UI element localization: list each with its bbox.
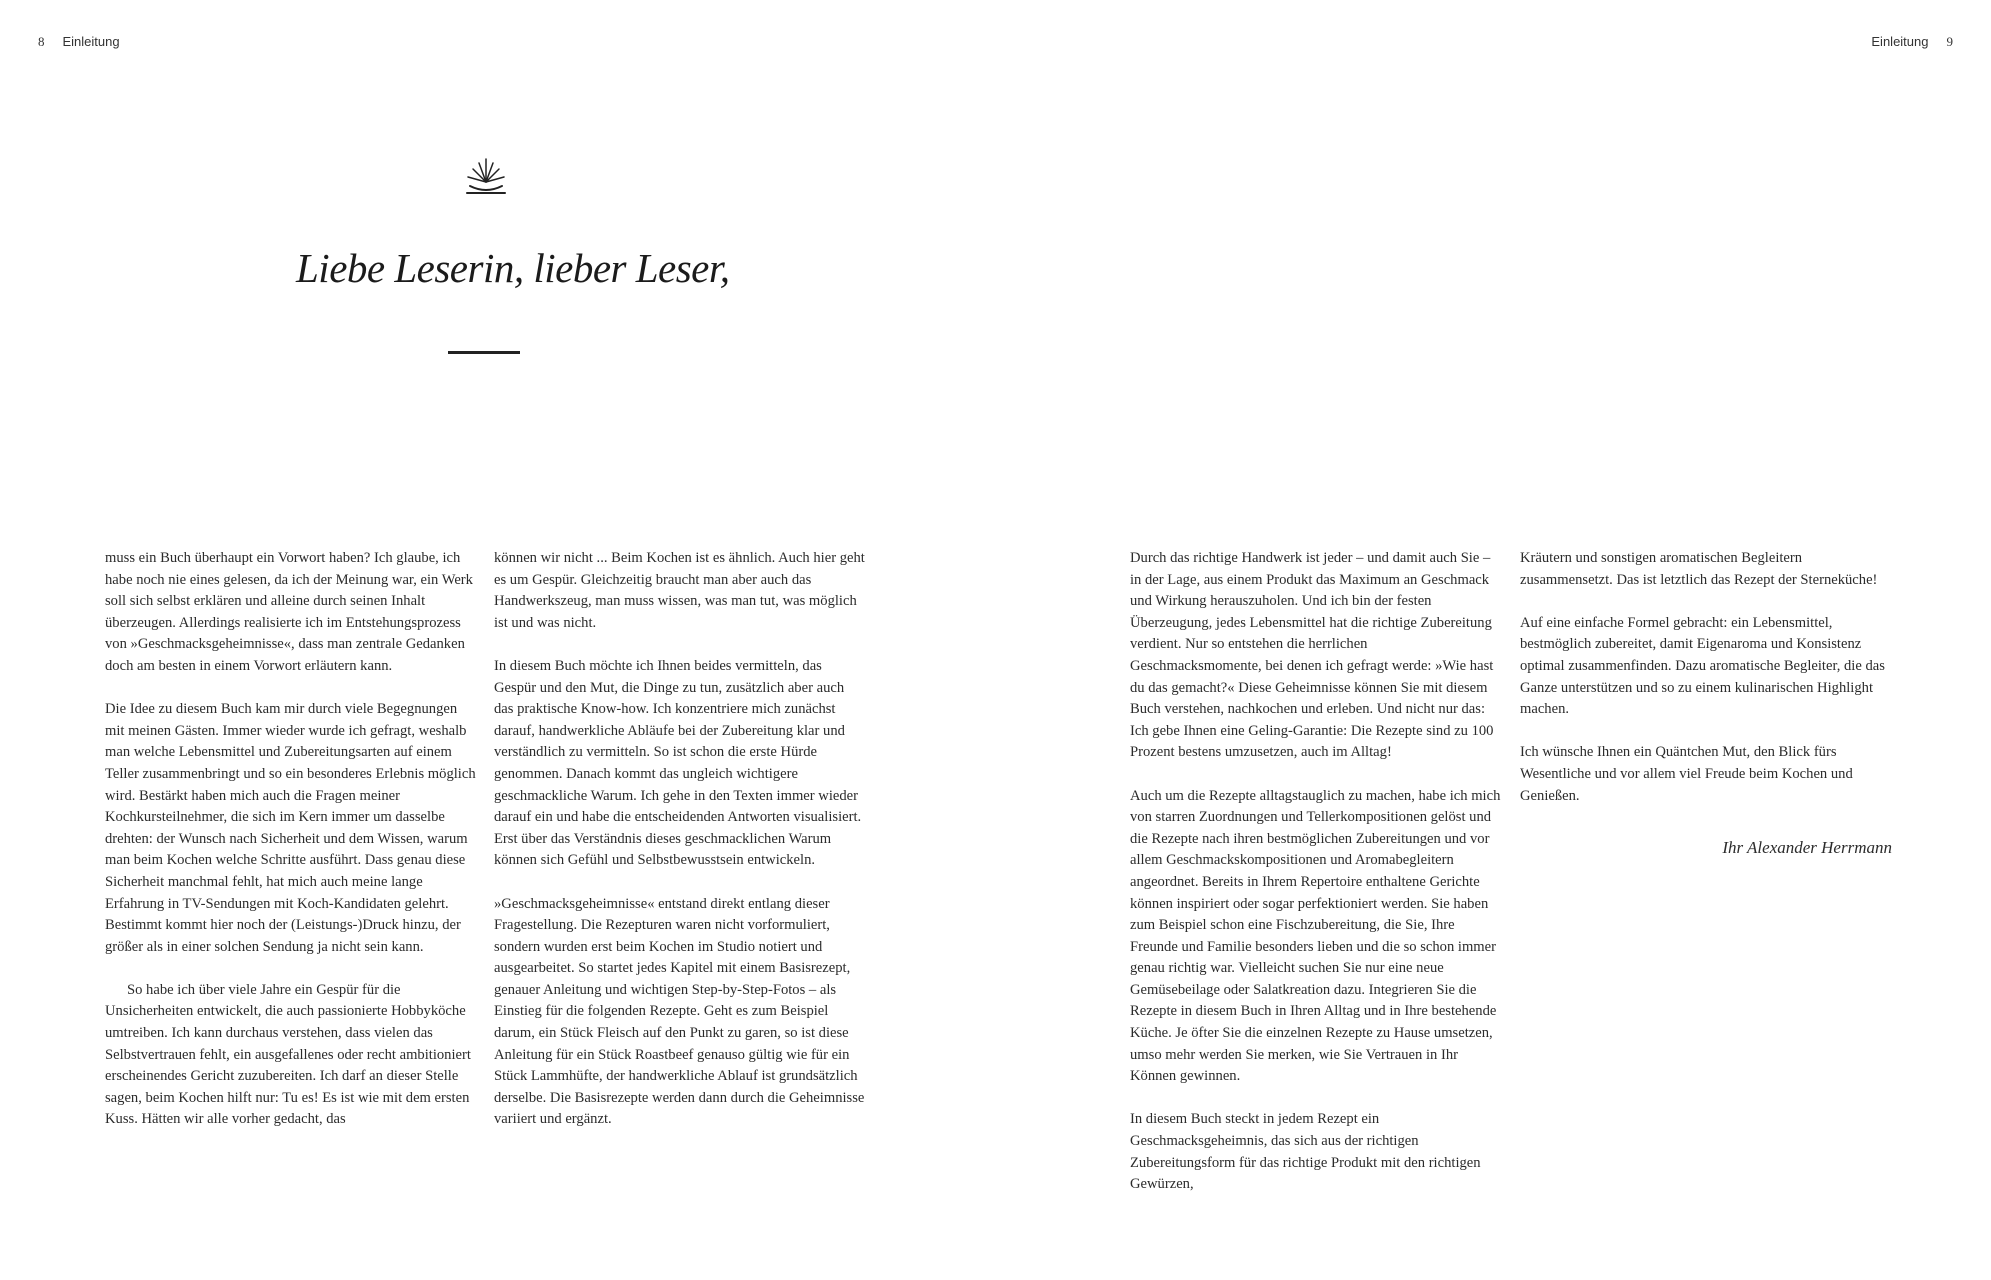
text-column-4: [1520, 548, 1896, 880]
paragraph: Kräutern und sonstigen aromatischen Begleitern zusammensetzt. Das ist letztlich das Rezept der Sterneküche!: [1520, 550, 1878, 588]
running-title-left: Einleitung: [62, 34, 120, 49]
sunburst-ornament-icon: [462, 156, 510, 200]
page-number-right: 9: [1946, 34, 1953, 49]
paragraph: Die Idee zu diesem Buch kam mir durch viele Begegnungen mit meinen Gästen. Immer wieder wurde ich gefragt, weshalb man welche Lebensmittel und Zubereitungsarten auf einem Teller zusammenbringt und so ein besonderes Erlebnis möglich wird. Bestärkt haben mich auch die Fragen meiner Kochkursteilnehmer, die sich im Kern immer um dasselbe drehten: der Wunsch nach Sicherheit und dem Wissen, warum man beim Kochen welche Schritte ausführt. Dass genau diese Sicherheit manchmal fehlt, hat mich auch meine lange Erfahrung in TV-Sendungen mit Koch-Kandidaten gelehrt. Bestimmt kommt hier noch der (Leistungs-)Druck hinzu, der größer als in einer solchen Sendung ja nicht sein kann.: [105, 701, 476, 955]
running-header-left: [38, 34, 120, 50]
paragraph: »Geschmacksgeheimnisse« entstand direkt entlang dieser Fragestellung. Die Rezepturen waren nicht vorformuliert, sondern wurden erst beim Kochen im Studio notiert und ausgearbeitet. So startet jedes Kapitel mit einem Basisrezept, genauer Anleitung und wichtigen Step-by-Step-Fotos – als Einstieg für die folgenden Rezepte. Geht es zum Beispiel darum, ein Stück Fleisch auf den Punkt zu garen, so ist diese Anleitung für ein Stück Roastbeef genauso gültig wie für ein Stück Lammhüfte, der handwerkliche Ablauf ist grundsätzlich derselbe. Die Basisrezepte werden dann durch die Geheimnisse variiert und ergänzt.: [494, 895, 865, 1128]
page-number-left: 8: [38, 34, 45, 49]
paragraph: In diesem Buch möchte ich Ihnen beides vermitteln, das Gespür und den Mut, die Dinge zu tun, zusätzlich aber auch das praktische Know-how. Ich konzentriere mich zunächst darauf, handwerkliche Abläufe bei der Zubereitung klar und verständlich zu vermitteln. So ist schon die erste Hürde genommen. Danach kommt das ungleich wichtigere geschmackliche Warum. Ich gehe in den Texten immer wieder darauf ein und habe die entscheidenden Antworten visualisiert. Erst über das Verständnis dieses geschmacklichen Warum können sich Gefühl und Selbstbewusstsein entwickeln.: [494, 657, 862, 869]
paragraph: So habe ich über viele Jahre ein Gespür für die Unsicherheiten entwickelt, die auch passionierte Hobbyköche umtreiben. Ich kann durchaus verstehen, dass vielen das Selbstvertrauen fehlt, ein ausgefallenes oder recht ambitioniert erscheinendes Gericht zuzubereiten. Ich darf an dieser Stelle sagen, beim Kochen hilft nur: Tu es! Es ist wie mit dem ersten Kuss. Hätten wir alle vorher gedacht, das: [105, 981, 471, 1128]
text-column-3: [1130, 548, 1502, 1217]
paragraph: Auch um die Rezepte alltagstauglich zu machen, habe ich mich von starren Zuordnungen und Tellerkompositionen gelöst und die Rezepte nach ihren bestmöglichen Zubereitungen und vor allem Geschmackskompositionen und Aromabegleitern angeordnet. Bereits in Ihrem Repertoire enthaltene Gerichte können inspiriert oder sogar perfektioniert werden. Sie haben zum Beispiel schon eine Fischzubereitung, die Sie, Ihre Freunde und Familie besonders lieben und die so schon immer genau richtig war. Vielleicht suchen Sie nur eine neue Gemüsebeilage oder Salatkreation dazu. Integrieren Sie die Rezepte in diesem Buch in Ihren Alltag und in Ihre bestehende Küche. Je öfter Sie die einzelnen Rezepte zu Hause umsetzen, umso mehr werden Sie merken, wie Sie Vertrauen in Ihr Können gewinnen.: [1130, 787, 1501, 1085]
headline-divider: [448, 351, 520, 354]
running-header-right: [1871, 34, 1953, 50]
paragraph: Auf eine einfache Formel gebracht: ein Lebensmittel, bestmöglich zubereitet, damit Eigenaroma und Konsistenz optimal zusammenfinden. Dazu aromatische Begleiter, die das Ganze unterstützen und so zu einem kulinarischen Highlight machen.: [1520, 614, 1885, 718]
text-column-2: [494, 548, 866, 1153]
paragraph: Ich wünsche Ihnen ein Quäntchen Mut, den Blick fürs Wesentliche und vor allem viel Freude beim Kochen und Genießen.: [1520, 744, 1853, 804]
paragraph: können wir nicht ... Beim Kochen ist es ähnlich. Auch hier geht es um Gespür. Gleichzeitig braucht man aber auch das Handwerkszeug, man muss wissen, was man tut, was möglich ist und was nicht.: [494, 550, 865, 631]
paragraph: Durch das richtige Handwerk ist jeder – und damit auch Sie – in der Lage, aus einem Produkt das Maximum an Geschmack und Wirkung herauszuholen. Und ich bin der festen Überzeugung, jedes Lebensmittel hat die richtige Zubereitung verdient. Nur so entstehen die herrlichen Geschmacksmomente, bei denen ich gefragt werde: »Wie hast du das gemacht?« Diese Geheimnisse können Sie mit diesem Buch verstehen, nachkochen und erleben. Und nicht nur das: Ich gebe Ihnen eine Geling-Garantie: Die Rezepte sind zu 100 Prozent bestens umzusetzen, auch im Alltag!: [1130, 550, 1494, 761]
text-column-1: [105, 548, 477, 1153]
running-title-right: Einleitung: [1871, 34, 1929, 49]
paragraph: In diesem Buch steckt in jedem Rezept ein Geschmacksgeheimnis, das sich aus der richtigen Zubereitungsform für das richtige Produkt mit den richtigen Gewürzen,: [1130, 1111, 1481, 1193]
paragraph: muss ein Buch überhaupt ein Vorwort haben? Ich glaube, ich habe noch nie eines gelesen, da ich der Meinung war, ein Werk soll sich selbst erklären und alleine durch seinen Inhalt überzeugen. Allerdings realisierte ich im Entstehungsprozess von »Geschmacksgeheimnisse«, dass man zentrale Gedanken doch am besten in einem Vorwort erläutern kann.: [105, 550, 473, 674]
page-headline: Liebe Leserin, lieber Leser,: [296, 245, 730, 291]
signature: Ihr Alexander Herrmann: [1722, 838, 1892, 858]
